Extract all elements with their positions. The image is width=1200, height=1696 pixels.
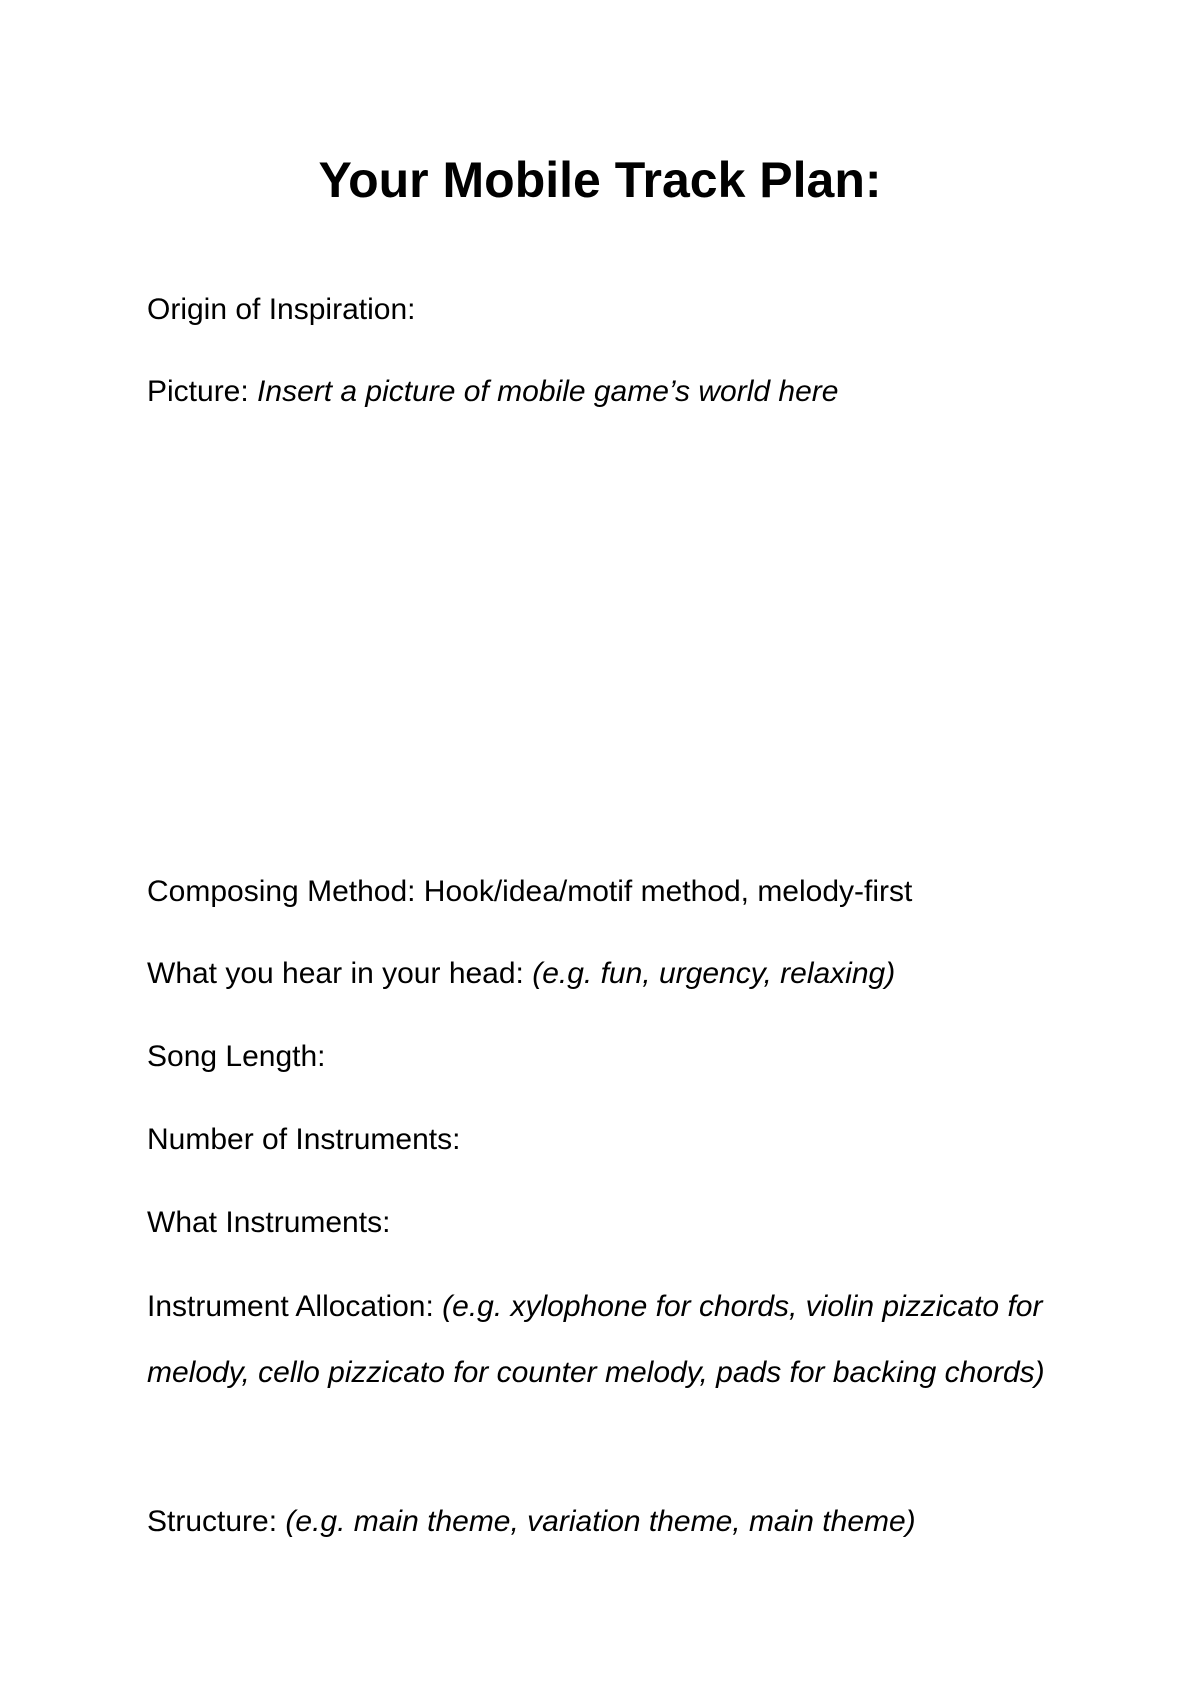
what-you-hear-label: What you hear in your head: [147, 957, 533, 990]
composing-method-label: Composing Method: Hook/idea/motif method, melody-first [147, 875, 913, 908]
number-of-instruments-field[interactable] [147, 1120, 1067, 1160]
origin-label: Origin of Inspiration: [147, 293, 416, 326]
instrument-allocation-field[interactable] [147, 1274, 1052, 1406]
composing-method-field[interactable] [147, 872, 1067, 912]
what-instruments-label: What Instruments: [147, 1206, 391, 1239]
structure-hint: (e.g. main theme, variation theme, main theme) [285, 1505, 916, 1538]
structure-label: Structure: [147, 1505, 286, 1538]
instrument-allocation-hint: (e.g. xylophone for chords, violin pizzicato for melody, cello pizzicato for counter melody, pads for backing chords) [147, 1290, 1045, 1389]
page-title: Your Mobile Track Plan: [318, 152, 882, 208]
number-of-instruments-label: Number of Instruments: [147, 1123, 461, 1156]
what-you-hear-hint: (e.g. fun, urgency, relaxing) [532, 957, 896, 990]
picture-hint: Insert a picture of mobile game’s world here [257, 375, 839, 408]
structure-field[interactable] [147, 1502, 1067, 1542]
instrument-allocation-label: Instrument Allocation: [147, 1290, 443, 1323]
picture-placeholder-area[interactable] [147, 420, 1067, 860]
what-you-hear-field[interactable] [147, 954, 1067, 994]
picture-field[interactable] [147, 372, 1067, 412]
song-length-field[interactable] [147, 1037, 1067, 1077]
what-instruments-field[interactable] [147, 1203, 1067, 1243]
picture-label: Picture: [147, 375, 258, 408]
song-length-label: Song Length: [147, 1040, 326, 1073]
origin-of-inspiration-field[interactable] [147, 290, 1067, 330]
